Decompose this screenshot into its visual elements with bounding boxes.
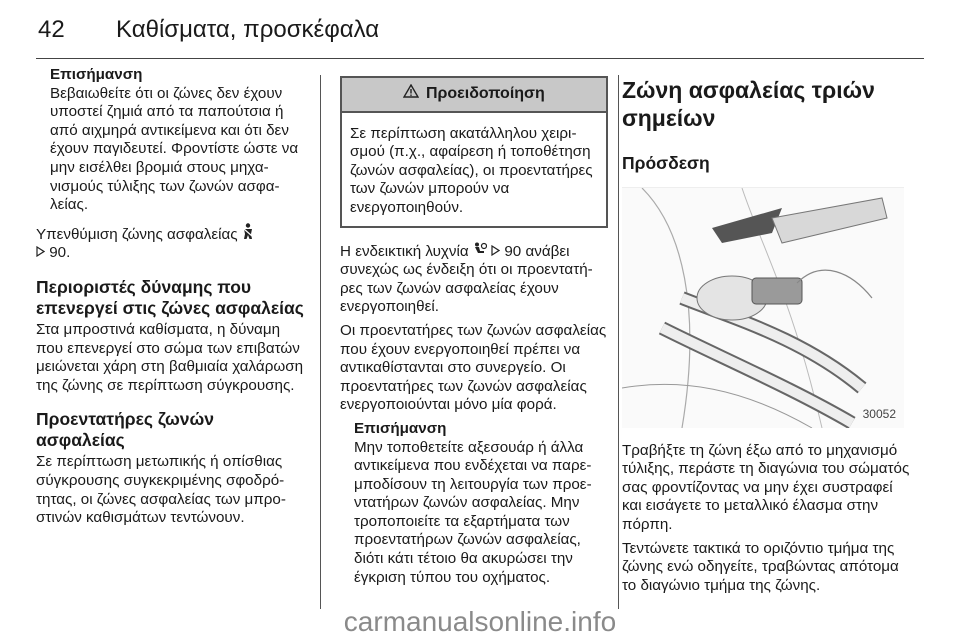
page-number: 42 xyxy=(38,16,65,43)
note-text: Βεβαιωθείτε ότι οι ζώνες δεν έχουν υποστεί ζημιά από τα παπούτσια ή από αιχμηρά αντικείμενα και ότι δεν έχουν παγιδευτεί. Φροντίστε ώστε να μην εισέλθει βρομιά στους μηχανισμούς τύλιξης των ζωνών ασφαλείας. xyxy=(50,84,299,214)
section-subheading: Πρόσδεση xyxy=(622,153,710,173)
column-3 xyxy=(622,66,912,600)
indicator-text-post: 90 ανάβει συνεχώς ως ένδειξη ότι οι προεντατήρες των ζωνών ασφαλείας έχουν ενεργοποιηθεί. xyxy=(340,242,593,316)
warning-box xyxy=(340,76,608,228)
column-divider-1 xyxy=(320,75,321,609)
airbag-lamp-icon xyxy=(473,243,491,260)
section-heading: Ζώνη ασφαλείας τριών σημείων xyxy=(622,77,875,131)
note-title-2: Επισήμανση xyxy=(354,419,447,437)
limiter-heading: Περιοριστές δύναμης που επενεργεί στις ζώνες ασφαλείας xyxy=(36,276,304,318)
note-title: Επισήμανση xyxy=(50,66,143,83)
triangle-right-icon xyxy=(491,243,504,260)
reminder-paragraph xyxy=(36,223,306,263)
warning-header xyxy=(342,78,606,113)
note-block xyxy=(36,66,306,215)
pretensioner-heading: Προεντατήρες ζωνών ασφαλείας xyxy=(36,409,214,451)
warning-body: Σε περίπτωση ακατάλληλου χειρισμού (π.χ., αφαίρεση ή τοποθέτηση ζωνών ασφαλείας), οι προεντατήρες των ζωνών μπορούν να ενεργοποιηθούν. xyxy=(350,124,593,216)
belt-para-1: Τραβήξτε τη ζώνη έξω από το μηχανισμό τύλιξης, περάστε τη διαγώνια του σώματός σας φροντίζοντας να μην έχει συστραφεί και εισάγετε το μεταλλικό έλασμα στην πόρπη. xyxy=(622,441,910,533)
column-1 xyxy=(36,66,306,533)
page-header xyxy=(0,0,960,62)
column-2 xyxy=(340,66,608,592)
figure-id: 30052 xyxy=(862,407,896,421)
watermark: carmanualsonline.info xyxy=(343,606,617,637)
header-rule xyxy=(36,58,924,59)
warning-triangle-icon xyxy=(403,83,424,102)
warning-title: Προειδοποίηση xyxy=(425,85,545,102)
limiter-text: Στα μπροστινά καθίσματα, η δύναμη που επενεργεί στο σώμα των επιβατών μειώνεται χάρη στη βαθμιαία χαλάρωση της ζώνης σε περίπτωση σύγκρουσης. xyxy=(36,320,304,394)
note-text-2: Μην τοποθετείτε αξεσουάρ ή άλλα αντικείμενα που ενδέχεται να παρεμποδίσουν τη λειτουργία των προεντατήρων ζωνών ασφαλείας. Μην τροποποιείτε τα εξαρτήματα των προεντατήρων ζωνών ασφαλείας, διότι κάτι τέτοιο θα ακυρώσει την έγκριση τύπου του οχήματος. xyxy=(354,438,592,586)
seatbelt-illustration xyxy=(622,187,904,428)
reminder-text: Υπενθύμιση ζώνης ασφαλείας xyxy=(36,225,238,243)
column-divider-2 xyxy=(618,75,619,609)
seatbelt-person-icon xyxy=(242,226,254,242)
replace-text: Οι προεντατήρες των ζωνών ασφαλείας που έχουν ενεργοποιηθεί πρέπει να αντικαθίστανται στο συνεργείο. Οι προεντατήρες των ζωνών ασφαλείας ενεργοποιούνται μόνο μία φορά. xyxy=(340,321,607,414)
page-title: Καθίσματα, προσκέφαλα xyxy=(116,16,380,43)
indicator-text-pre: Η ενδεικτική λυχνία xyxy=(340,242,469,260)
page-reference: 90. xyxy=(49,244,71,262)
note-block-2 xyxy=(340,420,608,587)
belt-para-2: Τεντώνετε τακτικά το οριζόντιο τμήμα της ζώνης ενώ οδηγείτε, τραβώντας απότομα το διαγώνιο τμήμα της ζώνης. xyxy=(622,539,899,594)
seatbelt-drawing xyxy=(622,188,904,428)
triangle-right-icon xyxy=(36,244,49,261)
indicator-paragraph xyxy=(340,242,608,317)
pretensioner-text: Σε περίπτωση μετωπικής ή οπίσθιας σύγκρουσης συγκεκριμένης σφοδρότητας, οι ζώνες ασφαλείας των μπροστινών καθισμάτων τεντώνουν. xyxy=(36,453,286,527)
